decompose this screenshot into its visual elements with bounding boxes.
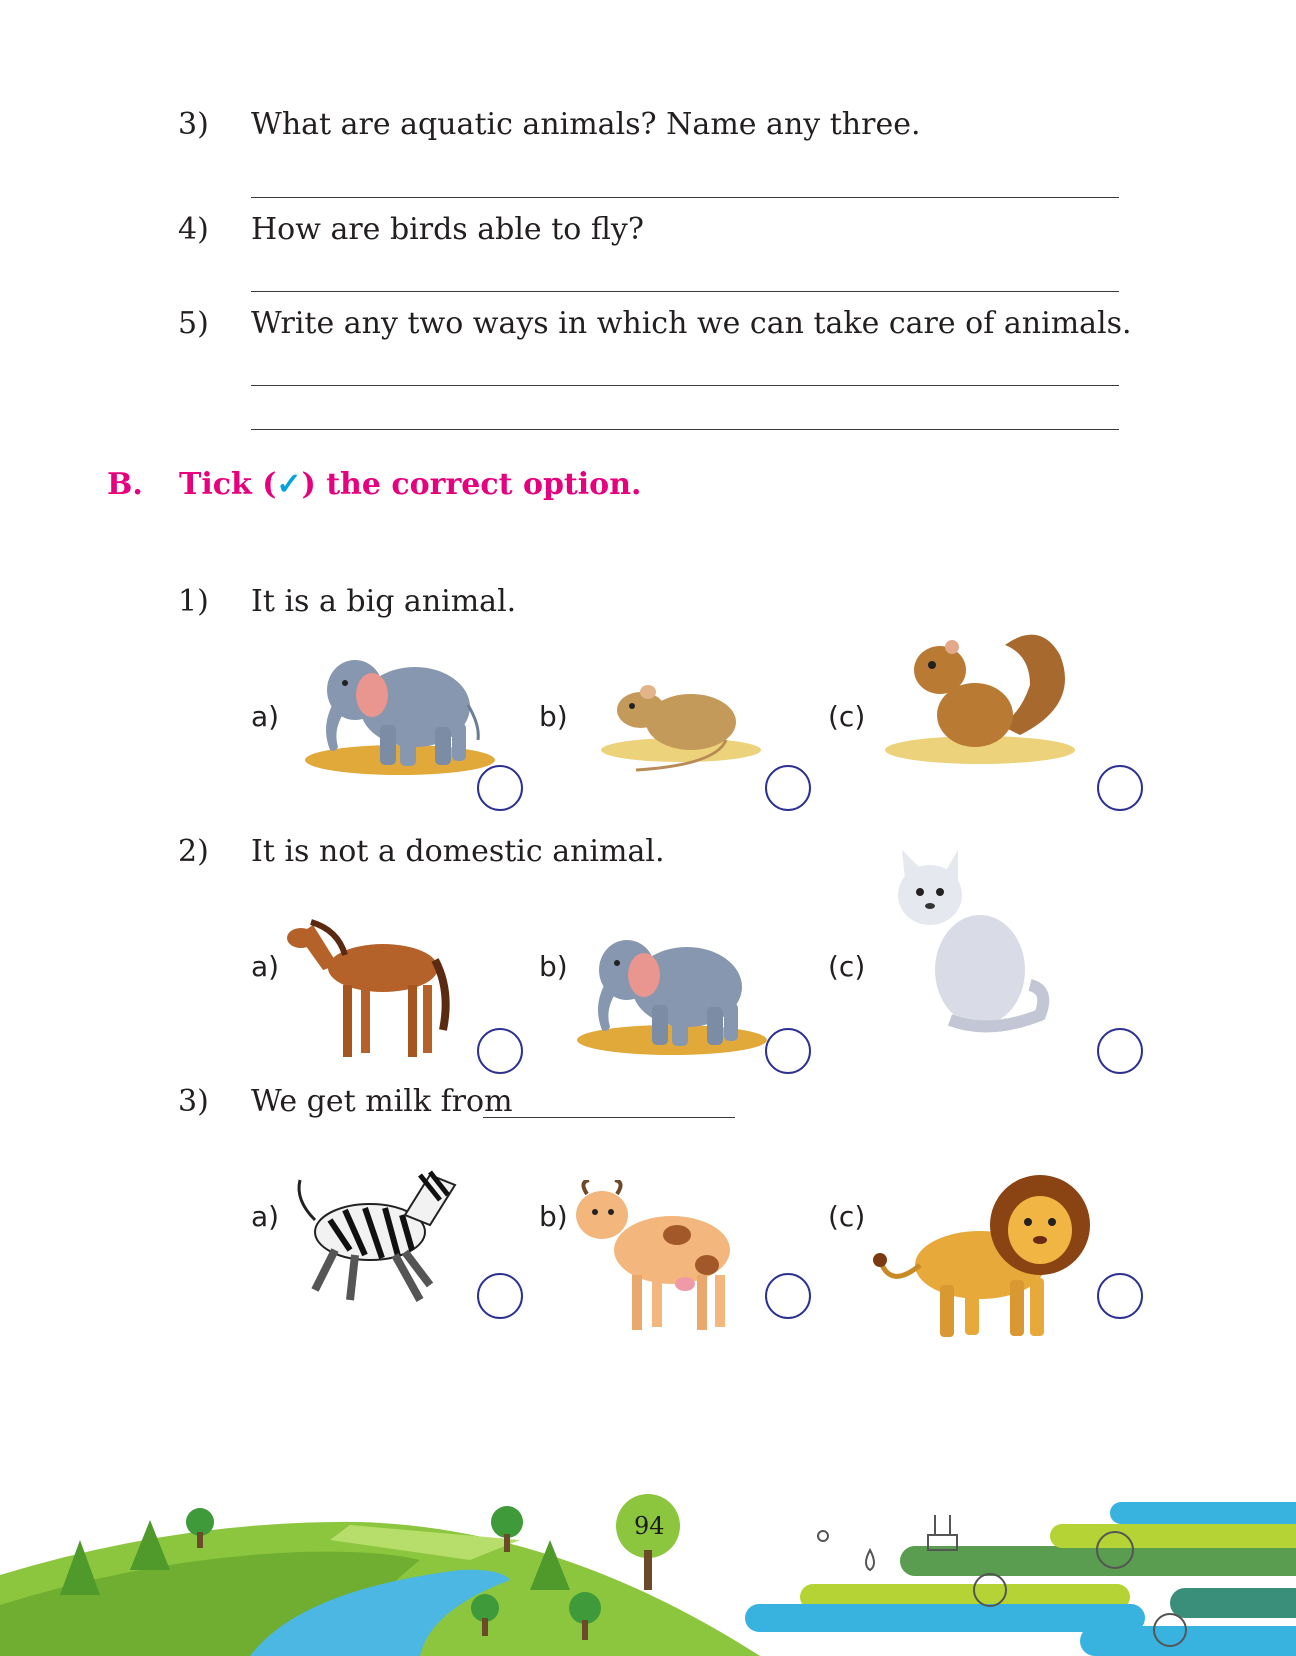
- question-number: 3): [178, 107, 209, 142]
- answer-circle[interactable]: [765, 1028, 811, 1074]
- question-number: 1): [178, 584, 209, 619]
- title-part: Tick (: [179, 467, 277, 502]
- question-number: 5): [178, 306, 209, 341]
- footer-decoration: [0, 1480, 1296, 1656]
- title-part: ) the correct option.: [301, 467, 642, 502]
- answer-line[interactable]: [251, 429, 1119, 430]
- option-label: b): [539, 700, 568, 733]
- horse-image: [283, 910, 463, 1065]
- cat-image: [890, 850, 1060, 1040]
- option-label: (c): [828, 950, 866, 983]
- section-letter: B.: [107, 467, 143, 502]
- zebra-image: [290, 1160, 465, 1310]
- section-title: [179, 467, 641, 502]
- option-label: (c): [828, 700, 866, 733]
- answer-line[interactable]: [251, 197, 1119, 198]
- question-text: What are aquatic animals? Name any three.: [251, 107, 921, 142]
- elephant-image: [572, 915, 772, 1065]
- answer-circle[interactable]: [765, 1273, 811, 1319]
- rat-image: [596, 670, 766, 780]
- question-number: 3): [178, 1084, 209, 1119]
- option-label: b): [539, 1200, 568, 1233]
- answer-circle[interactable]: [1097, 765, 1143, 811]
- question-text: We get milk from: [251, 1084, 513, 1119]
- option-label: (c): [828, 1200, 866, 1233]
- fill-blank-line[interactable]: [483, 1117, 735, 1118]
- answer-circle[interactable]: [1097, 1028, 1143, 1074]
- question-text: Write any two ways in which we can take care of animals.: [251, 306, 1132, 341]
- option-label: a): [251, 700, 280, 733]
- answer-circle[interactable]: [765, 765, 811, 811]
- question-text: It is not a domestic animal.: [251, 834, 665, 869]
- answer-line[interactable]: [251, 385, 1119, 386]
- answer-circle[interactable]: [477, 1273, 523, 1319]
- tick-icon: ✓: [276, 467, 302, 502]
- answer-circle[interactable]: [1097, 1273, 1143, 1319]
- option-label: a): [251, 1200, 280, 1233]
- answer-line[interactable]: [251, 291, 1119, 292]
- elephant-image: [300, 635, 500, 785]
- question-text: How are birds able to fly?: [251, 212, 644, 247]
- answer-circle[interactable]: [477, 765, 523, 811]
- question-number: 2): [178, 834, 209, 869]
- answer-circle[interactable]: [477, 1028, 523, 1074]
- option-label: b): [539, 950, 568, 983]
- squirrel-image: [880, 625, 1085, 775]
- option-label: a): [251, 950, 280, 983]
- question-number: 4): [178, 212, 209, 247]
- question-text: It is a big animal.: [251, 584, 517, 619]
- page-number: 94: [634, 1512, 665, 1540]
- cow-image: [567, 1180, 752, 1335]
- lion-image: [870, 1170, 1100, 1345]
